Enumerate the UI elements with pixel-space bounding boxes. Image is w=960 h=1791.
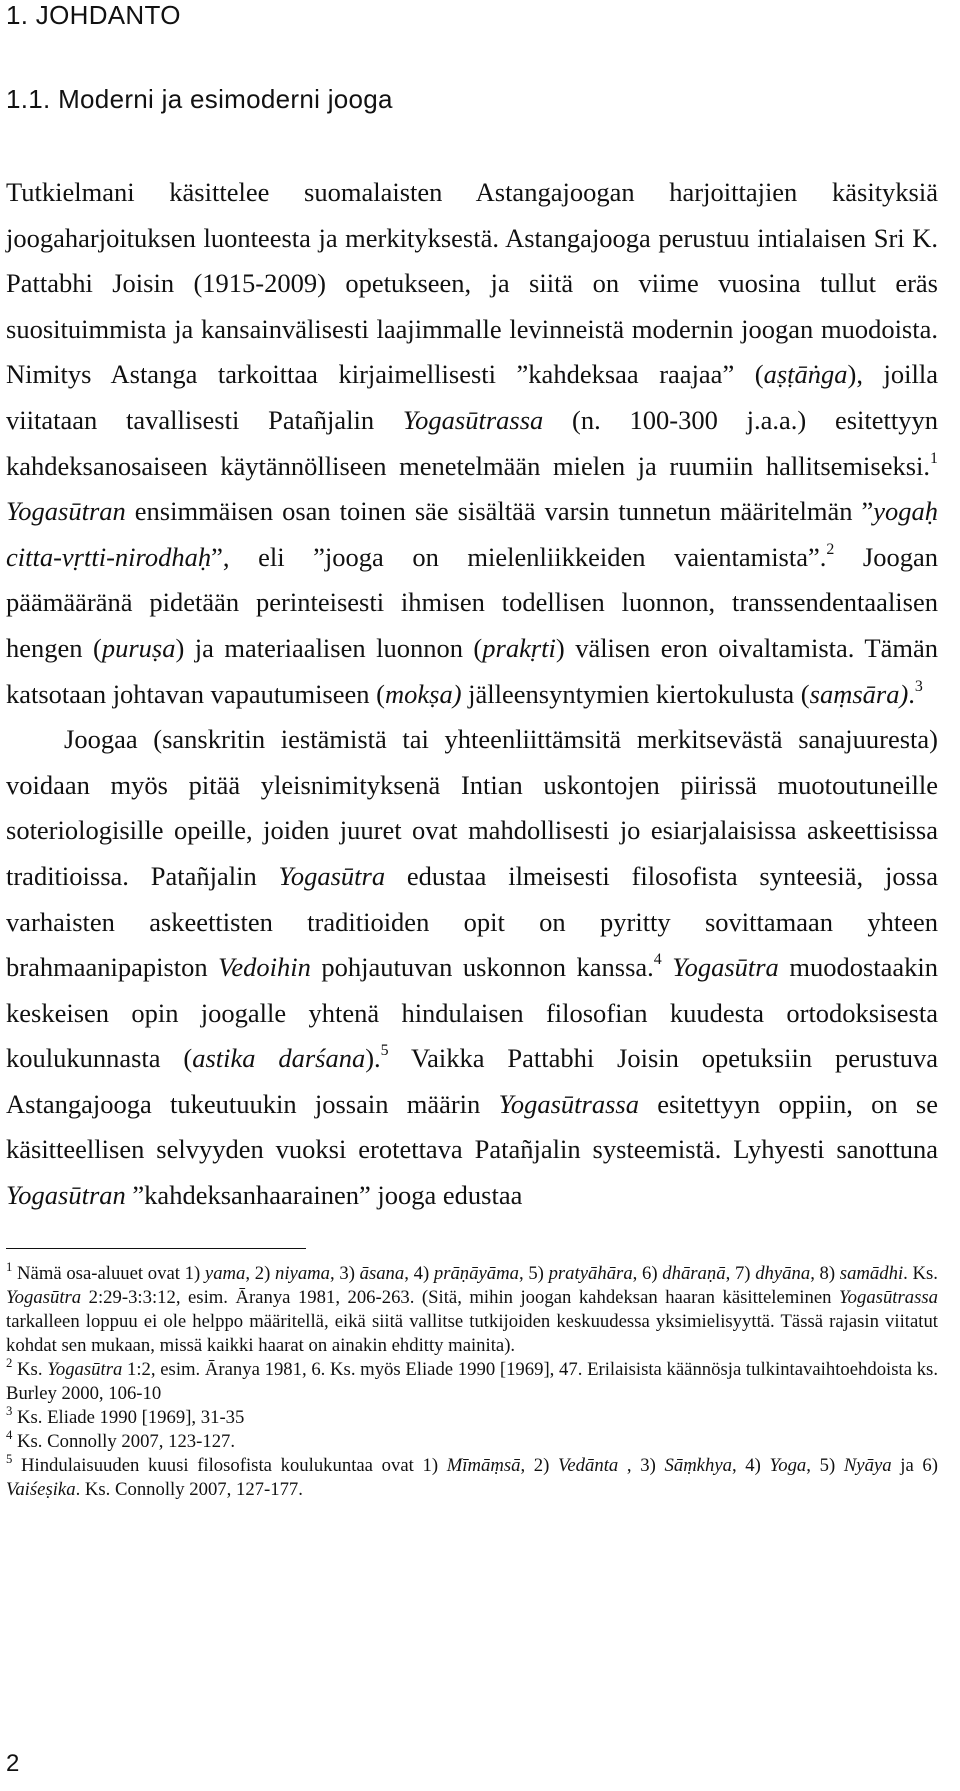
text-run: 1:2, esim. Āranya 1981, 6. Ks. myös Eliade 1990 [1969], 47. Erilaisista käännösja tulkintavaihtoehdoista ks. Burley 2000, 106-10 [6, 1359, 938, 1404]
text-run: esitettyyn oppiin, on se käsitteellisen selvyyden vuoksi erotettava Patañjalin systeemistä. Lyhyesti sanottuna [6, 1088, 939, 1165]
text-run: , 4) [731, 1455, 770, 1476]
footnote-number: 4 [6, 1428, 13, 1443]
text-run: 2:29-3:3:12, esim. Āranya 1981, 206-263. (Sitä, mihin joogan kahdeksan haaran käsitteleminen [81, 1287, 839, 1308]
footnote-4 [6, 1430, 938, 1454]
section-heading: 1.1. Moderni ja esimoderni jooga [6, 84, 393, 114]
text-run: Tutkielmani käsittelee suomalaisten Astangajoogan harjoittajien käsityksiä joogaharjoituksen luonteesta ja merkityksestä. Astangajooga perustuu intialaisen Sri K. Pattabhi Joisin (1915-2009) opetukseen, ja siitä on viime vuosina tullut eräs suosituimmista ja kansainvälisesti laajimmalle levinneistä modernin joogan muodoista. Nimitys Astanga tarkoittaa kirjaimellisesti ”kahdeksaa raajaa” ( [6, 177, 938, 390]
footnote-number: 3 [6, 1404, 13, 1419]
body-text [6, 170, 938, 1219]
text-run: ) ja materiaalisen luonnon ( [175, 632, 483, 663]
text-run: Ks. [12, 1359, 48, 1380]
footnote-number: 1 [6, 1260, 13, 1275]
text-run: , 2) [245, 1263, 275, 1284]
term-yogah: yogaḥ citta-vṛtti-nirodhaḥ [6, 496, 938, 572]
text-run: Ks. Connolly 2007, 123-127. [12, 1431, 236, 1452]
text-run: , 8) [810, 1263, 840, 1284]
term: dhāraṇā [662, 1263, 726, 1284]
term: Mīmāṃsā [446, 1455, 521, 1476]
footnote-number: 2 [6, 1356, 13, 1371]
text-run: Ks. Eliade 1990 [1969], 31-35 [12, 1407, 245, 1428]
footnote-2 [6, 1358, 938, 1406]
text-run: . Ks. Connolly 2007, 127-177. [75, 1479, 303, 1500]
text-run: , 5) [806, 1455, 844, 1476]
term: yama [204, 1263, 246, 1284]
text-run: . Ks. [903, 1263, 938, 1284]
term: niyama [274, 1263, 330, 1284]
text-run: , 3) [330, 1263, 360, 1284]
term-yogasutrassa: Yogasūtrassa [498, 1088, 639, 1119]
footnote-ref-5[interactable]: 5 [380, 1042, 389, 1060]
term-yogasutra: Yogasūtra [278, 860, 386, 891]
term: Yogasūtrassa [838, 1287, 938, 1308]
text-run: ”kahdeksanhaarainen” jooga edustaa [125, 1180, 523, 1211]
text-run: Joogan päämääränä pidetään perinteisesti ihmisen todellisen luonnon, transsendentaalisen hengen ( [6, 541, 938, 663]
term-yogasutrassa: Yogasūtrassa [402, 404, 544, 435]
text-run: pohjautuvan uskonnon kanssa. [310, 952, 654, 983]
term: dhyāna [755, 1263, 811, 1284]
footnote-5 [6, 1454, 938, 1502]
term: Yogasūtra [47, 1359, 123, 1380]
text-run: ) välisen eron oivaltamista. Tämän katsotaan johtavan vapautumiseen ( [6, 632, 938, 709]
term-astika-darsana: astika darśana [192, 1043, 366, 1074]
footnote-ref-2[interactable]: 2 [826, 540, 835, 558]
text-run: ). [365, 1043, 381, 1074]
text-run: Joogaa (sanskritin iestämistä tai yhteenliittämsitä merkitsevästä sanajuuresta) voidaan myös pitää yleisnimityksenä Intian uskontojen piirissä muotoutuneille soteriologisille opeille, joiden juuret ovat mahdollisesti jo esiarjalaisissa askeettisissa traditioissa. Patañjalin [6, 724, 938, 891]
footnote-ref-4[interactable]: 4 [653, 951, 662, 969]
footnote-ref-1[interactable]: 1 [930, 449, 938, 467]
term-moksa: mokṣa) [384, 678, 462, 709]
term: Sāṃkhya [664, 1455, 732, 1476]
term-prakrti: prakṛti [482, 632, 556, 663]
footnote-1 [6, 1262, 938, 1358]
text-run: , 2) [520, 1455, 559, 1476]
term-vedoihin: Vedoihin [218, 952, 311, 983]
text-run: jälleensyntymien kiertokulusta ( [461, 678, 810, 709]
text-run: edustaa ilmeisesti filosofista synteesiä, jossa varhaisten askeettisten traditioiden opit on pyritty sovittamaan yhteen brahmaanipapiston [6, 860, 938, 983]
term-ashtanga: aṣṭāṅga [763, 359, 848, 390]
term: Yoga [769, 1455, 807, 1476]
footnote-3 [6, 1406, 938, 1430]
footnote-number: 5 [6, 1452, 13, 1467]
paragraph-2 [6, 717, 938, 1219]
text-run: Nämä osa-aluuet ovat 1) [12, 1263, 205, 1284]
text-run: , 3) [618, 1455, 665, 1476]
footnotes [6, 1262, 938, 1502]
footnote-ref-3[interactable]: 3 [914, 677, 923, 695]
term: pratyāhāra [548, 1263, 633, 1284]
term: Yogasūtra [6, 1287, 82, 1308]
term-yogasutran: Yogasūtran [6, 1180, 126, 1211]
text-run: Hindulaisuuden kuusi filosofista koulukuntaa ovat 1) [12, 1455, 447, 1476]
term: Vaiśeṣika [6, 1479, 76, 1500]
term-purusa: puruṣa [101, 632, 176, 663]
footnote-separator [6, 1248, 306, 1249]
paragraph-1 [6, 170, 938, 717]
term-samsara: saṃsāra) [809, 678, 909, 709]
text-run: ), joilla viitataan tavallisesti Patañjalin [6, 359, 938, 435]
chapter-heading: 1. JOHDANTO [6, 0, 181, 30]
term: Vedānta [558, 1455, 619, 1476]
text-run: . [908, 678, 915, 709]
term-yogasutran: Yogasūtran [6, 496, 126, 527]
text-run: , 6) [632, 1263, 663, 1284]
text-run: (n. 100-300 j.a.a.) esitettyyn kahdeksanosaiseen käytännölliseen menetelmään mielen ja ruumiin hallitsemiseksi. [6, 404, 939, 481]
text-run: Vaikka Pattabhi Joisin opetuksiin perustuva Astangajooga tukeutuukin jossain määrin [6, 1043, 938, 1119]
text-run: , 4) [404, 1263, 434, 1284]
term-yogasutra: Yogasūtra [672, 952, 779, 983]
text-run: , 7) [725, 1263, 756, 1284]
text-run: ja 6) [891, 1455, 938, 1476]
text-run: ”, eli ”jooga on mielenliikkeiden vaientamista”. [211, 541, 827, 572]
term: samādhi [839, 1263, 904, 1284]
term: prāṇāyāma [433, 1263, 519, 1284]
term: āsana [359, 1263, 405, 1284]
page-number: 2 [6, 1750, 20, 1777]
text-run: ensimmäisen osan toinen säe sisältää varsin tunnetun määritelmän ” [125, 496, 874, 527]
text-run: tarkalleen loppuu ei ole helppo määritellä, eikä siitä vallitse tutkijoiden keskuudessa yksimielisyyttä. Tässä rajasin viitatut kohdat sen mukaan, missä kaikki haarat on ainakin ehditty mainita). [6, 1311, 938, 1356]
text-run: muodostaakin keskeisen opin joogalle yhtenä hindulaisen filosofian kuudesta ortodoksisesta koulukunnasta ( [6, 952, 938, 1074]
term: Nyāya [843, 1455, 892, 1476]
text-run: , 5) [518, 1263, 549, 1284]
